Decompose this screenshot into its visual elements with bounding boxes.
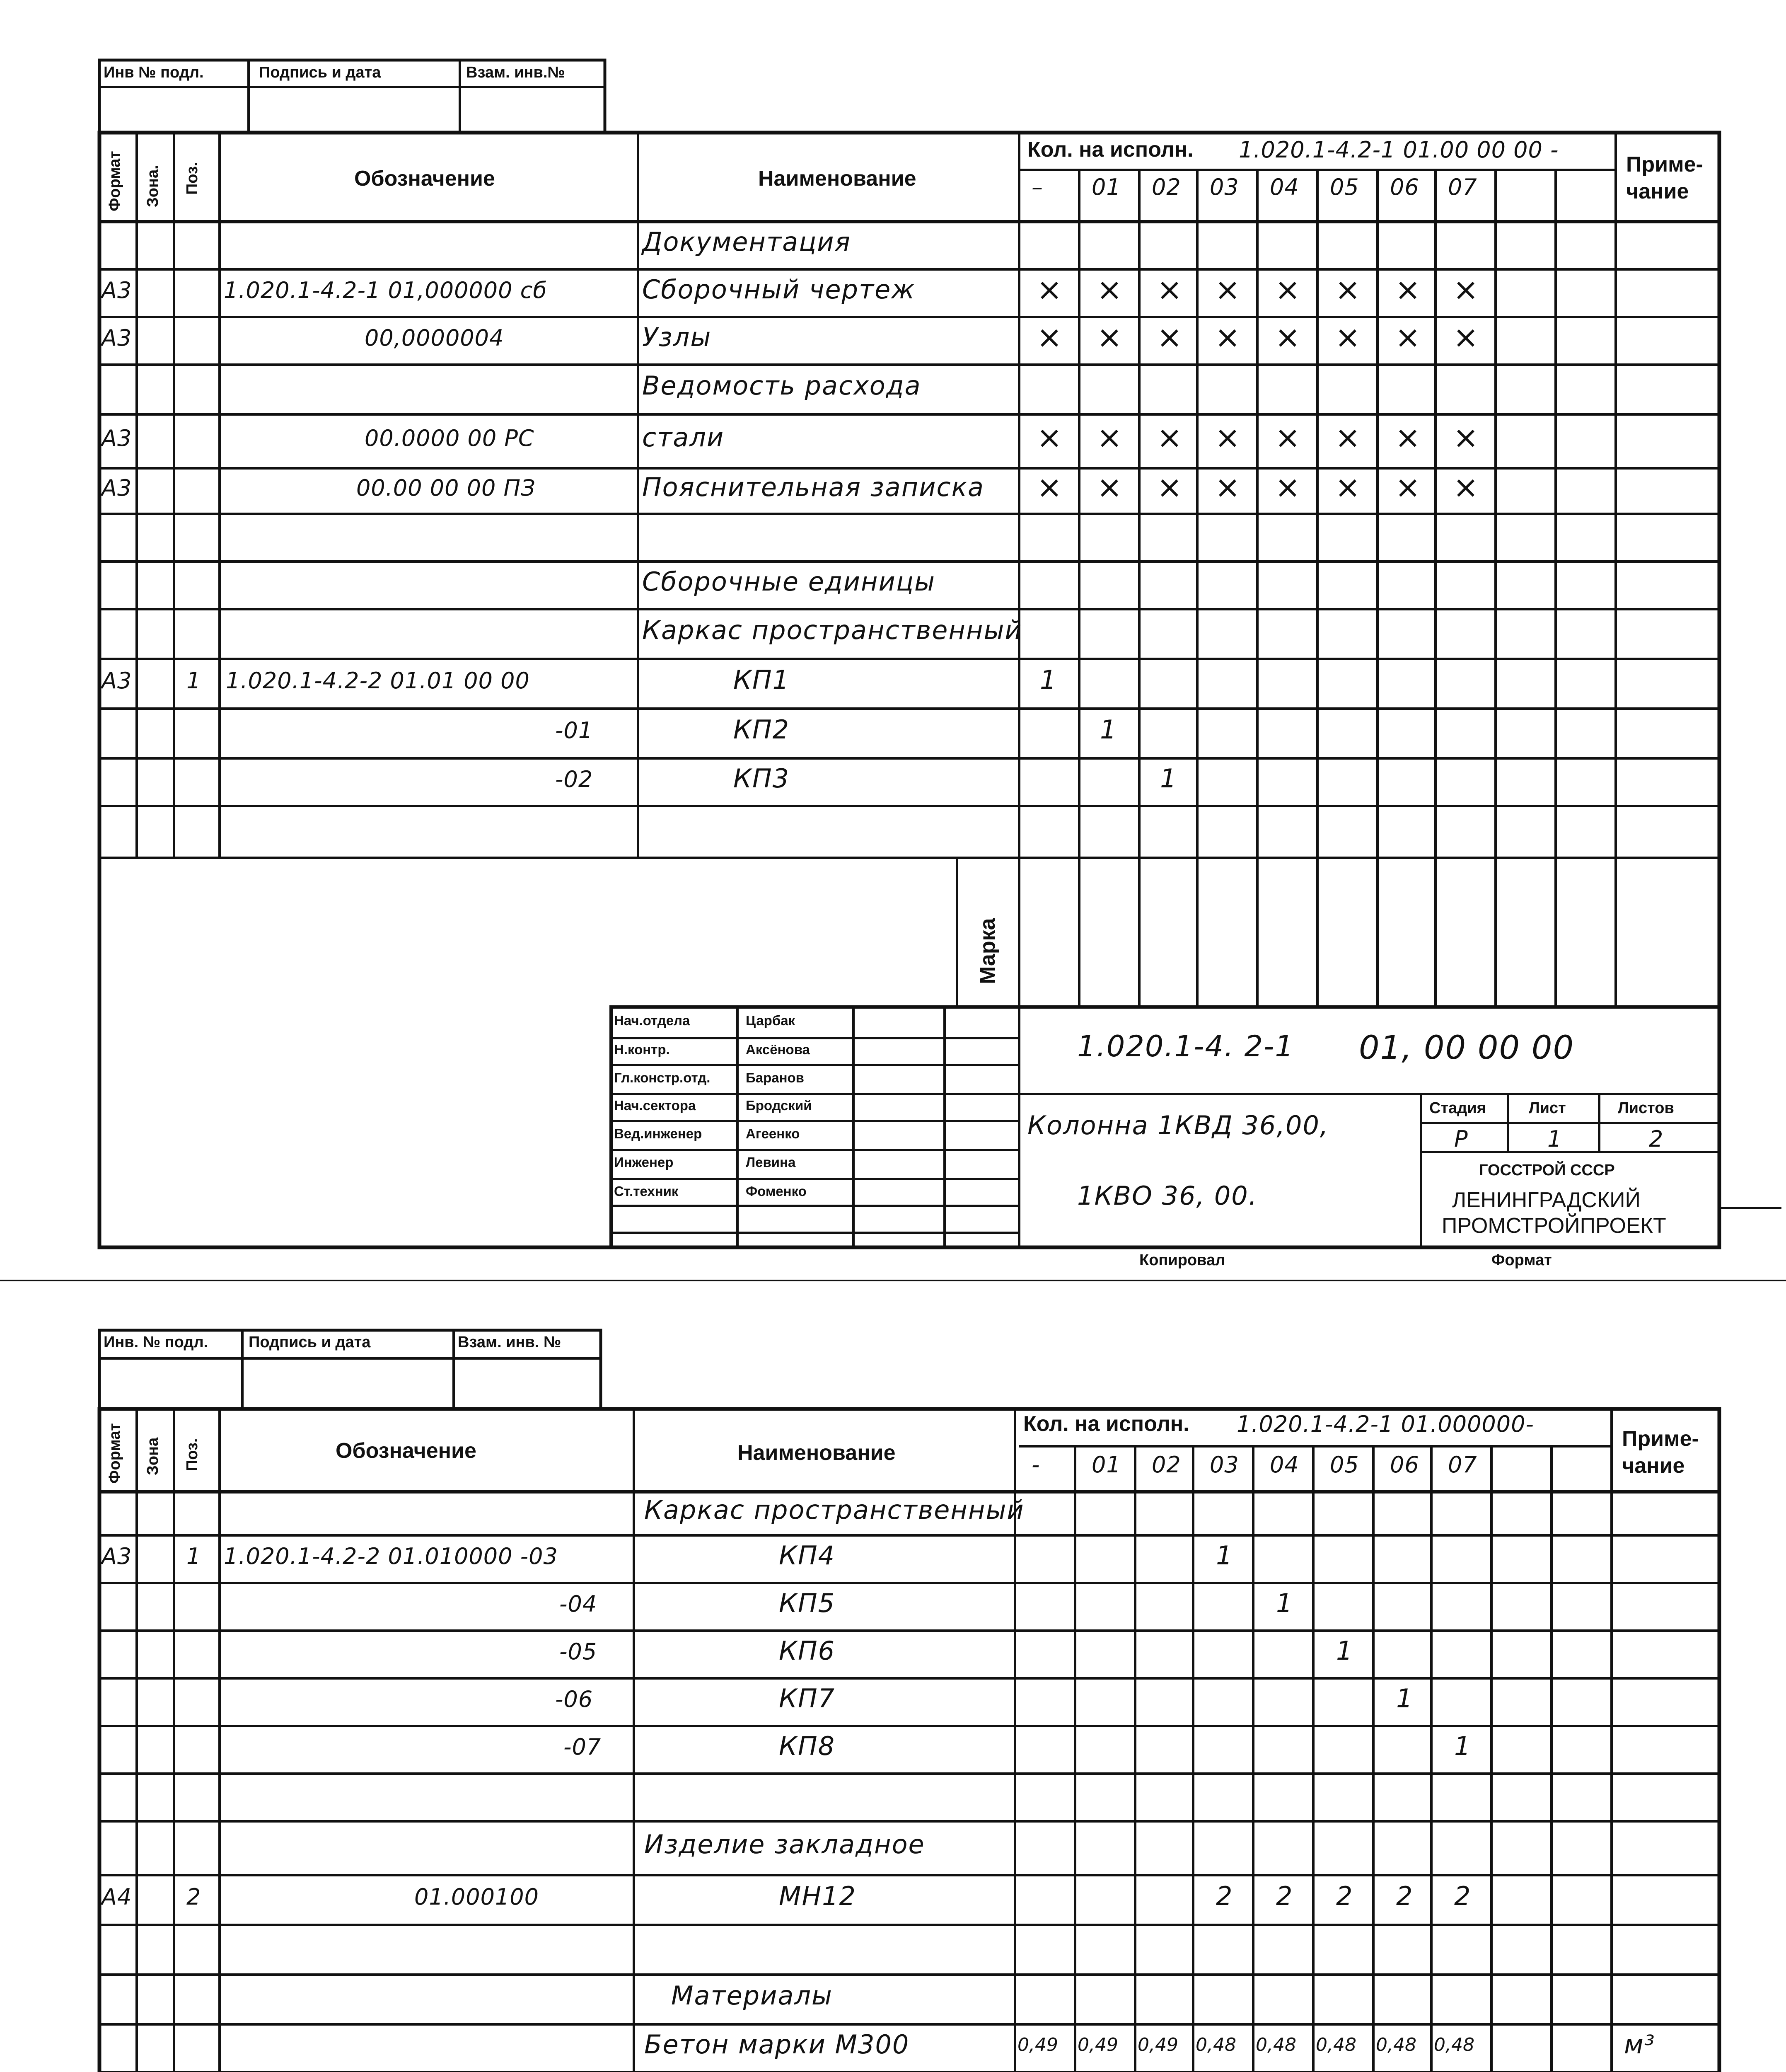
qty-value: 1 — [1454, 1731, 1472, 1761]
row-pos: 2 — [186, 1884, 201, 1910]
qty-value: 2 — [1216, 1881, 1233, 1911]
row-designation: 1.020.1-4.2-1 01,000000 сб — [224, 277, 547, 303]
stamp2-inv-label: Инв. № подл. — [104, 1334, 208, 1351]
row-name: КП4 — [779, 1540, 836, 1571]
header2-zone: Зона — [144, 1437, 162, 1475]
variant-header: 02 — [1152, 174, 1181, 200]
row-designation: 1.020.1-4.2-2 01.01 00 00 — [226, 668, 530, 694]
format-label: Формат — [1491, 1251, 1552, 1269]
tb-role: Нач.отдела — [614, 1013, 690, 1028]
title-code: 1.020.1-4. 2-1 — [1077, 1029, 1294, 1063]
qty-cross: × — [1395, 319, 1421, 355]
qty-value: 0,48 — [1376, 2034, 1416, 2055]
row-name: Изделие закладное — [644, 1829, 925, 1859]
marka-label: Марка — [976, 918, 1000, 984]
row-designation: 1.020.1-4.2-2 01.010000 -03 — [224, 1543, 558, 1569]
variant-header: 01 — [1092, 174, 1121, 200]
variant-header: 04 — [1270, 1452, 1299, 1478]
row-name: КП7 — [779, 1683, 836, 1714]
qty-value: 2 — [1454, 1881, 1472, 1911]
title-line2: 1КВО 36, 00. — [1077, 1181, 1258, 1211]
header-note: Приме- чание — [1626, 152, 1703, 203]
qty-cross: × — [1037, 271, 1063, 307]
qty-value: 1 — [1396, 1683, 1414, 1714]
variant-header: 05 — [1330, 174, 1359, 200]
qty-cross: × — [1335, 470, 1361, 505]
row-name: КП8 — [779, 1731, 836, 1761]
tb-role: Н.контр. — [614, 1042, 670, 1057]
copied-label: Копировал — [1139, 1251, 1225, 1269]
variant-header: 03 — [1210, 174, 1239, 200]
qty-cross: × — [1275, 271, 1301, 307]
qty-cross: × — [1037, 420, 1063, 455]
header-qty-prefix: Кол. на исполн. — [1027, 138, 1194, 162]
header-name: Наименование — [758, 167, 916, 191]
qty-cross: × — [1395, 271, 1421, 307]
tb-name: Левина — [746, 1155, 796, 1170]
qty-cross: × — [1215, 470, 1241, 505]
sheet-value: 1 — [1547, 1126, 1562, 1152]
qty-cross: × — [1037, 470, 1063, 505]
qty-cross: × — [1395, 420, 1421, 455]
title-line1: Колонна 1КВД 36,00, — [1027, 1110, 1329, 1140]
qty-cross: × — [1157, 319, 1183, 355]
row-name: Пояснительная записка — [642, 472, 985, 502]
qty-value: 1 — [1276, 1588, 1293, 1618]
variant-header: 07 — [1448, 174, 1477, 200]
stamp-vzam-label: Взам. инв.№ — [466, 64, 565, 81]
stage-value: Р — [1454, 1126, 1468, 1152]
row-name: Сборочные единицы — [642, 566, 936, 597]
qty-cross: × — [1335, 420, 1361, 455]
header2-qty-prefix: Кол. на исполн. — [1023, 1412, 1189, 1436]
row-designation: 00,0000004 — [365, 324, 504, 351]
row-designation: -05 — [559, 1638, 597, 1665]
header-qty-code: 1.020.1-4.2-1 01.00 00 00 - — [1239, 137, 1559, 163]
sheet-2-grid — [0, 1276, 1786, 2072]
qty-value: 0,48 — [1434, 2034, 1474, 2055]
qty-cross: × — [1275, 420, 1301, 455]
tb-role: Ст.техник — [614, 1184, 679, 1199]
sheets-value: 2 — [1649, 1126, 1664, 1152]
row-name: КП3 — [733, 763, 790, 794]
qty-value: 2 — [1336, 1881, 1353, 1911]
stamp2-sign-label: Подпись и дата — [249, 1334, 371, 1351]
qty-cross: × — [1453, 420, 1479, 455]
qty-value: 0,49 — [1138, 2034, 1178, 2055]
header2-pos: Поз. — [184, 1438, 201, 1471]
tb-name: Аксёнова — [746, 1042, 810, 1057]
qty-value: 0,48 — [1256, 2034, 1296, 2055]
header-format: Формат — [106, 151, 123, 211]
qty-value: 0,48 — [1196, 2034, 1236, 2055]
header2-name: Наименование — [737, 1441, 896, 1465]
qty-value: 1 — [1100, 714, 1117, 745]
qty-cross: × — [1157, 420, 1183, 455]
row-name: КП2 — [733, 714, 790, 745]
qty-cross: × — [1453, 319, 1479, 355]
row-designation: 00.0000 00 РС — [365, 425, 534, 451]
row-designation: 01.000100 — [414, 1884, 539, 1910]
variant-header: 04 — [1270, 174, 1299, 200]
row-format: А3 — [102, 324, 132, 351]
variant-header: 07 — [1448, 1452, 1477, 1478]
row-name: Узлы — [642, 322, 712, 352]
row-name: Материалы — [671, 1980, 833, 2011]
row-designation: -02 — [555, 766, 593, 792]
variant-header: 05 — [1330, 1452, 1359, 1478]
row-name: Каркас пространственный — [642, 615, 1022, 645]
row-name: КП1 — [733, 665, 790, 695]
variant-header: 03 — [1210, 1452, 1239, 1478]
qty-cross: × — [1157, 470, 1183, 505]
sheet-2 — [0, 1276, 1786, 2072]
row-pos: 1 — [186, 1543, 201, 1569]
qty-value: 1 — [1336, 1635, 1353, 1666]
header-designation: Обозначение — [354, 167, 495, 191]
qty-cross: × — [1395, 470, 1421, 505]
org-line-3: ПРОМСТРОЙПРОЕКТ — [1442, 1214, 1666, 1238]
header-pos: Поз. — [184, 162, 201, 195]
tb-name: Фоменко — [746, 1184, 807, 1199]
header2-note: Приме- чание — [1622, 1427, 1699, 1478]
stage-label: Стадия — [1429, 1099, 1486, 1117]
qty-value: 1 — [1216, 1540, 1233, 1571]
row-designation: 00.00 00 00 ПЗ — [356, 475, 536, 501]
row-name: Каркас пространственный — [644, 1494, 1025, 1525]
header2-format: Формат — [106, 1423, 123, 1484]
qty-cross: × — [1453, 470, 1479, 505]
qty-value: 0,49 — [1078, 2034, 1118, 2055]
row-name: Документация — [642, 226, 851, 257]
variant-header: 01 — [1092, 1452, 1121, 1478]
stamp-inv-label: Инв № подл. — [104, 64, 204, 81]
qty-value: 0,49 — [1017, 2034, 1058, 2055]
row-format: А3 — [102, 475, 132, 501]
row-name: Сборочный чертеж — [642, 274, 916, 305]
variant-header: 02 — [1152, 1452, 1181, 1478]
qty-cross: × — [1275, 470, 1301, 505]
row-format: А3 — [102, 277, 132, 303]
qty-cross: × — [1335, 271, 1361, 307]
row-format: А3 — [102, 668, 132, 694]
tb-name: Бродский — [746, 1098, 812, 1113]
qty-cross: × — [1097, 271, 1123, 307]
org-line-2: ЛЕНИНГРАДСКИЙ — [1452, 1188, 1641, 1212]
row-designation: -01 — [555, 717, 593, 743]
tb-role: Инженер — [614, 1155, 674, 1170]
row-note: м³ — [1624, 2029, 1655, 2060]
qty-value: 1 — [1160, 763, 1177, 794]
row-pos: 1 — [186, 668, 201, 694]
qty-cross: × — [1215, 319, 1241, 355]
row-designation: -04 — [559, 1590, 597, 1617]
tb-role: Нач.сектора — [614, 1098, 696, 1113]
qty-cross: × — [1097, 319, 1123, 355]
row-designation: -06 — [555, 1686, 593, 1712]
stamp2-vzam-label: Взам. инв. № — [458, 1334, 561, 1351]
row-name: КП6 — [779, 1635, 836, 1666]
row-designation: -07 — [563, 1733, 602, 1760]
header2-qty-code: 1.020.1-4.2-1 01.000000- — [1237, 1411, 1534, 1437]
tb-name: Баранов — [746, 1070, 804, 1085]
row-name: МН12 — [779, 1881, 857, 1911]
row-name: Бетон марки М300 — [644, 2029, 910, 2060]
qty-cross: × — [1097, 470, 1123, 505]
tb-name: Царбак — [746, 1013, 795, 1028]
qty-cross: × — [1453, 271, 1479, 307]
row-format: А4 — [102, 1884, 132, 1910]
qty-value: 2 — [1276, 1881, 1293, 1911]
variant-header: - — [1032, 1452, 1040, 1478]
sheets-label: Листов — [1618, 1099, 1674, 1117]
sheet-label: Лист — [1529, 1099, 1566, 1117]
qty-cross: × — [1215, 271, 1241, 307]
row-name: Ведомость расхода — [642, 370, 921, 401]
row-name: стали — [642, 422, 725, 453]
tb-role: Гл.констр.отд. — [614, 1070, 711, 1085]
qty-cross: × — [1037, 319, 1063, 355]
header2-designation: Обозначение — [336, 1439, 476, 1463]
qty-cross: × — [1275, 319, 1301, 355]
variant-header: 06 — [1390, 174, 1419, 200]
row-format: А3 — [102, 1543, 132, 1569]
qty-cross: × — [1215, 420, 1241, 455]
variant-header: – — [1032, 174, 1043, 200]
qty-value: 1 — [1040, 665, 1057, 695]
stamp-sign-label: Подпись и дата — [259, 64, 381, 81]
qty-value: 0,48 — [1316, 2034, 1356, 2055]
title-code2: 01, 00 00 00 — [1359, 1029, 1575, 1067]
tb-name: Агеенко — [746, 1126, 800, 1141]
row-name: КП5 — [779, 1588, 836, 1618]
qty-cross: × — [1097, 420, 1123, 455]
tb-role: Вед.инженер — [614, 1126, 702, 1141]
qty-value: 2 — [1396, 1881, 1414, 1911]
qty-cross: × — [1157, 271, 1183, 307]
org-line-1: ГОССТРОЙ СССР — [1479, 1162, 1615, 1179]
qty-cross: × — [1335, 319, 1361, 355]
variant-header: 06 — [1390, 1452, 1419, 1478]
header-zone: Зона. — [144, 165, 162, 207]
row-format: А3 — [102, 425, 132, 451]
